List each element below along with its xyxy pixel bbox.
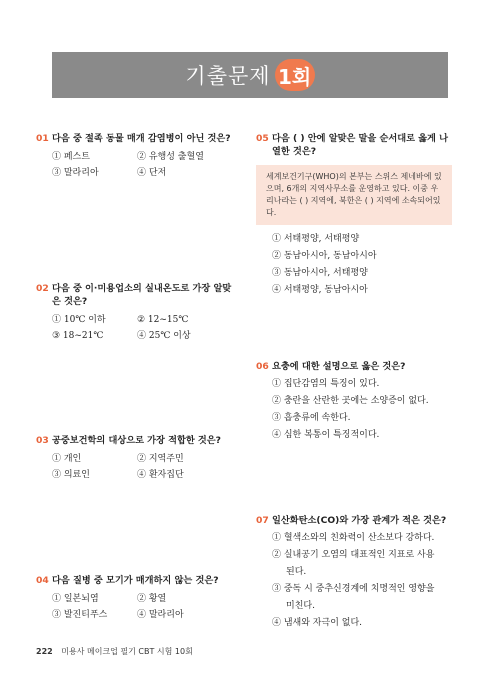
title-banner bbox=[52, 52, 448, 98]
question-number: 02 bbox=[36, 283, 49, 294]
question-number: 01 bbox=[36, 133, 49, 144]
option-3: ③ 18~21℃ bbox=[52, 331, 104, 341]
question-number: 05 bbox=[256, 133, 269, 144]
options bbox=[52, 453, 236, 482]
option-4: ④ 말라리아 bbox=[137, 610, 184, 620]
question-text: 다음 중 이·미용업소의 실내온도로 가장 알맞은 것은? bbox=[52, 283, 232, 307]
question-05 bbox=[256, 132, 452, 299]
banner-round-badge: 1회 bbox=[275, 59, 315, 91]
question-text: 공중보건학의 대상으로 가장 적합한 것은? bbox=[52, 435, 222, 446]
option-2: ② 충란을 산란한 곳에는 소양증이 없다. bbox=[272, 396, 429, 406]
option-4: ④ 단저 bbox=[137, 168, 167, 178]
option-4: ④ 서태평양, 동남아시아 bbox=[272, 285, 368, 295]
question-text: 요충에 대한 설명으로 옳은 것은? bbox=[272, 361, 406, 372]
question-02 bbox=[36, 282, 236, 343]
option-2: ② 12~15℃ bbox=[137, 315, 189, 325]
option-1: ① 페스트 bbox=[52, 152, 90, 162]
question-06 bbox=[256, 360, 452, 444]
option-3: ③ 중독 시 중추신경계에 치명적인 영향을 bbox=[272, 584, 435, 594]
option-1: ① 10℃ 이하 bbox=[52, 315, 106, 325]
option-4: ④ 냄새와 자극이 없다. bbox=[272, 618, 362, 628]
question-07 bbox=[256, 514, 452, 632]
banner-title: 기출문제 bbox=[185, 64, 271, 88]
question-number: 03 bbox=[36, 435, 49, 446]
option-1: ① 개인 bbox=[52, 454, 82, 464]
option-4: ④ 심한 복통이 특징적이다. bbox=[272, 430, 380, 440]
option-2: ② 동남아시아, 동남아시아 bbox=[272, 251, 377, 261]
question-text: 다음 ( ) 안에 알맞은 말을 순서대로 옳게 나열한 것은? bbox=[272, 133, 448, 157]
options bbox=[272, 376, 452, 444]
question-number: 07 bbox=[256, 515, 269, 526]
question-number: 04 bbox=[36, 575, 49, 586]
question-text: 다음 중 절족 동물 매개 감염병이 아닌 것은? bbox=[52, 133, 231, 144]
question-01 bbox=[36, 132, 236, 180]
question-number: 06 bbox=[256, 361, 269, 372]
option-3: ③ 발진티푸스 bbox=[52, 610, 108, 620]
footer-text: 미용사 메이크업 필기 CBT 시험 10회 bbox=[61, 647, 193, 656]
option-2-continuation: 된다. bbox=[286, 567, 307, 577]
options bbox=[272, 530, 452, 632]
options bbox=[52, 151, 236, 180]
question-text: 다음 질병 중 모기가 매개하지 않는 것은? bbox=[52, 575, 219, 586]
option-4: ④ 25℃ 이상 bbox=[137, 331, 191, 341]
option-3: ③ 동남아시아, 서태평양 bbox=[272, 268, 368, 278]
option-2: ② 지역주민 bbox=[137, 454, 184, 464]
option-3: ③ 의료인 bbox=[52, 470, 90, 480]
option-1: ① 집단감염의 특징이 있다. bbox=[272, 379, 380, 389]
option-3: ③ 말라리아 bbox=[52, 168, 99, 178]
options bbox=[272, 231, 452, 299]
question-03 bbox=[36, 434, 236, 482]
options bbox=[52, 593, 246, 622]
page-number: 222 bbox=[36, 647, 53, 656]
option-1: ① 일본뇌염 bbox=[52, 594, 99, 604]
question-04 bbox=[36, 574, 246, 622]
option-3-continuation: 미친다. bbox=[286, 601, 315, 611]
option-1: ① 혈색소와의 친화력이 산소보다 강하다. bbox=[272, 533, 435, 543]
option-3: ③ 흡충류에 속한다. bbox=[272, 413, 351, 423]
option-2: ② 유행성 출혈열 bbox=[137, 152, 204, 162]
options bbox=[52, 314, 236, 343]
option-4: ④ 환자집단 bbox=[137, 470, 184, 480]
option-2: ② 황열 bbox=[137, 594, 167, 604]
passage-box: 세계보건기구(WHO)의 본부는 스위스 제네바에 있으며, 6개의 지역사무소를 운영하고 있다. 이중 우리나라는 ( ) 지역에, 북한은 ( ) 지역에 소속되어있다. bbox=[256, 165, 452, 225]
page-footer bbox=[36, 646, 193, 657]
option-2: ② 실내공기 오염의 대표적인 지표로 사용 bbox=[272, 550, 435, 560]
option-1: ① 서태평양, 서태평양 bbox=[272, 234, 360, 244]
question-text: 일산화탄소(CO)와 가장 관계가 적은 것은? bbox=[272, 515, 447, 526]
